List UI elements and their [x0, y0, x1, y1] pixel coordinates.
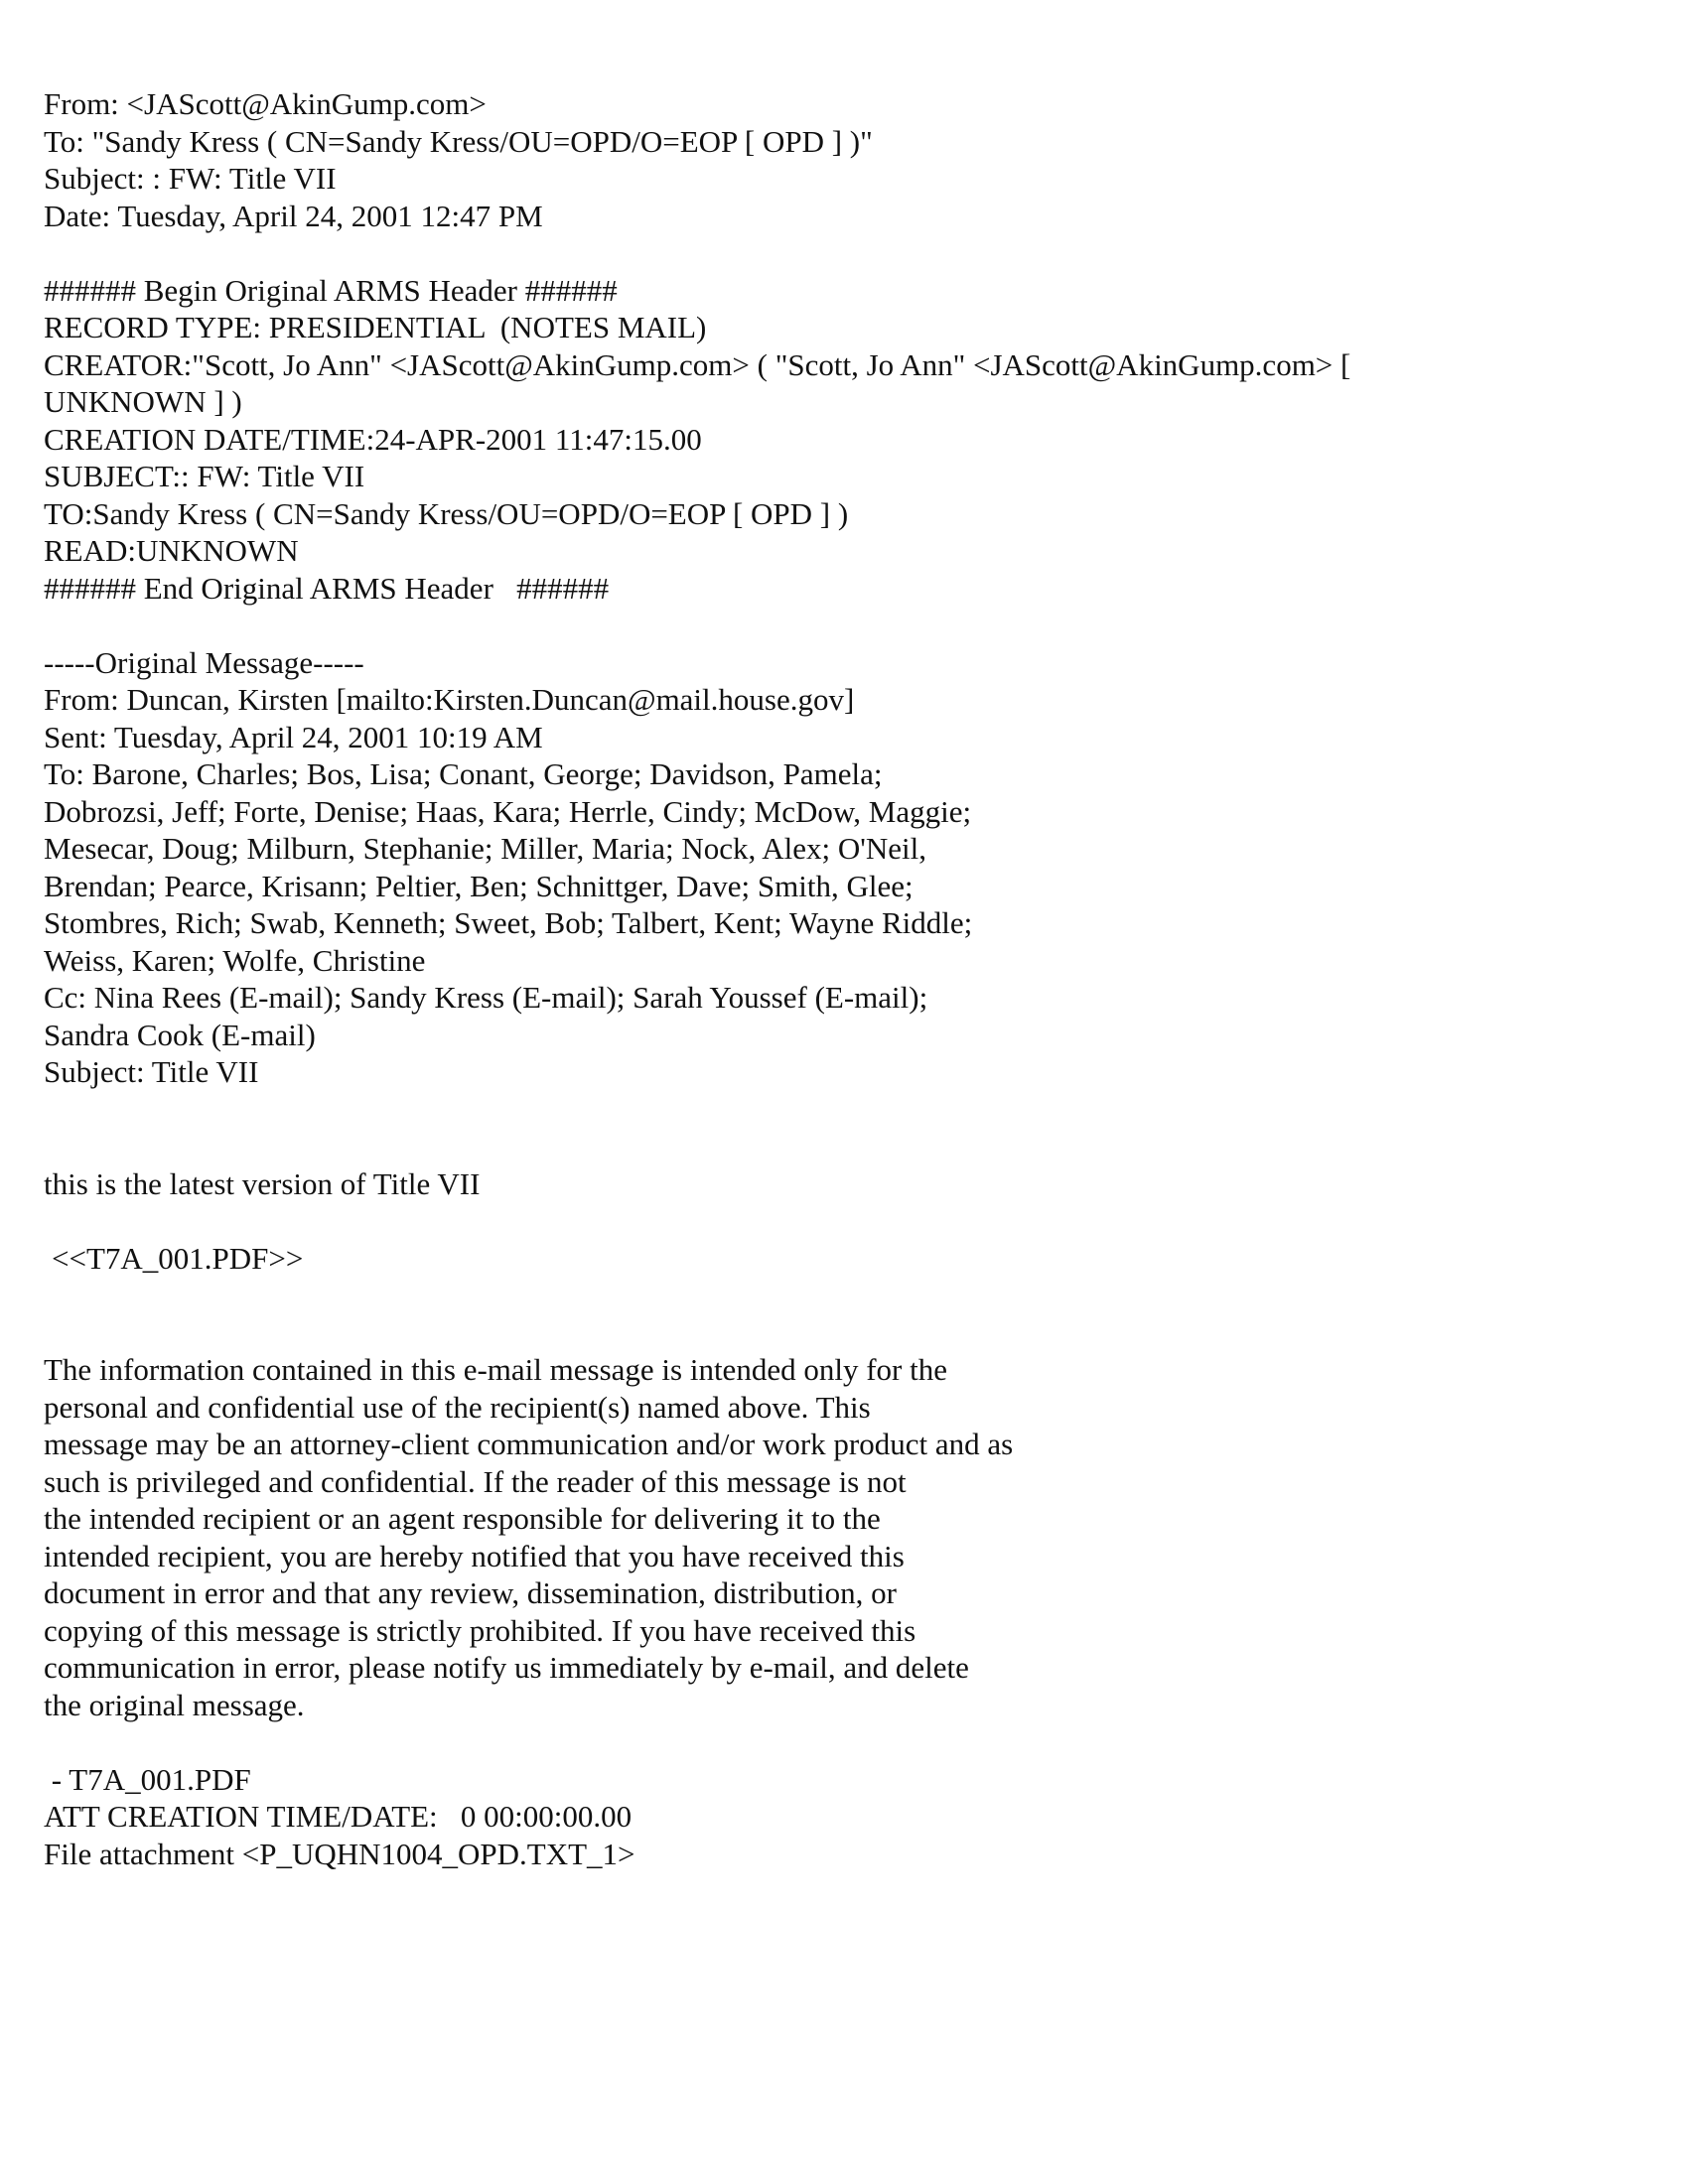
disclaimer-line: such is privileged and confidential. If the reader of this message is not [44, 1463, 907, 1499]
header-from: From: <JAScott@AkinGump.com> [44, 86, 487, 121]
spacer [44, 1202, 1553, 1240]
original-cc-line: Cc: Nina Rees (E-mail); Sandy Kress (E-mail); Sarah Youssef (E-mail); [44, 980, 928, 1015]
original-message-header [44, 644, 1553, 1091]
spacer [44, 1277, 1553, 1351]
original-message-marker: -----Original Message----- [44, 644, 364, 680]
attachment-name: - T7A_001.PDF [44, 1761, 251, 1797]
arms-subject: SUBJECT:: FW: Title VII [44, 459, 365, 493]
attachment-creation-time: ATT CREATION TIME/DATE: 0 00:00:00.00 [44, 1799, 633, 1834]
attachment-footer [44, 1761, 1553, 1873]
spacer [44, 1723, 1553, 1761]
disclaimer-line: document in error and that any review, dissemination, distribution, or [44, 1575, 897, 1610]
original-to-line: Weiss, Karen; Wolfe, Christine [44, 942, 426, 978]
arms-begin: ###### Begin Original ARMS Header ###### [44, 272, 618, 308]
disclaimer-line: communication in error, please notify us immediately by e-mail, and delete [44, 1650, 969, 1685]
arms-record-type: RECORD TYPE: PRESIDENTIAL (NOTES MAIL) [44, 310, 707, 344]
file-attachment: File attachment <P_UQHN1004_OPD.TXT_1> [44, 1836, 635, 1871]
disclaimer-line: copying of this message is strictly prohibited. If you have received this [44, 1612, 916, 1648]
arms-creation-datetime: CREATION DATE/TIME:24-APR-2001 11:47:15.00 [44, 421, 702, 457]
header-subject: Subject: : FW: Title VII [44, 161, 337, 196]
spacer [44, 234, 1553, 272]
original-cc-line: Sandra Cook (E-mail) [44, 1017, 316, 1052]
original-to-line: Mesecar, Doug; Milburn, Stephanie; Miller, Maria; Nock, Alex; O'Neil, [44, 831, 926, 866]
disclaimer-line: personal and confidential use of the recipient(s) named above. This [44, 1389, 871, 1425]
header-to: To: "Sandy Kress ( CN=Sandy Kress/OU=OPD/O=EOP [ OPD ] )" [44, 123, 873, 159]
arms-header [44, 272, 1553, 608]
spacer [44, 1091, 1553, 1165]
disclaimer-line: message may be an attorney-client communication and/or work product and as [44, 1427, 1014, 1461]
arms-read: READ:UNKNOWN [44, 533, 299, 568]
message-body-text: this is the latest version of Title VII [44, 1165, 481, 1201]
arms-creator-line-1: CREATOR:"Scott, Jo Ann" <JAScott@AkinGump.com> ( "Scott, Jo Ann" <JAScott@AkinGump.com> [ [44, 346, 1351, 382]
disclaimer-line: intended recipient, you are hereby notified that you have received this [44, 1538, 905, 1573]
original-to-line: Dobrozsi, Jeff; Forte, Denise; Haas, Kara; Herrle, Cindy; McDow, Maggie; [44, 793, 972, 829]
original-from: From: Duncan, Kirsten [mailto:Kirsten.Duncan@mail.house.gov] [44, 682, 855, 717]
header-date: Date: Tuesday, April 24, 2001 12:47 PM [44, 198, 543, 233]
disclaimer-line: The information contained in this e-mail message is intended only for the [44, 1352, 947, 1387]
confidentiality-disclaimer [44, 1351, 1553, 1723]
original-to-line: To: Barone, Charles; Bos, Lisa; Conant, George; Davidson, Pamela; [44, 756, 883, 791]
disclaimer-line: the original message. [44, 1687, 305, 1722]
arms-end: ###### End Original ARMS Header ###### [44, 570, 610, 606]
original-to-line: Stombres, Rich; Swab, Kenneth; Sweet, Bob; Talbert, Kent; Wayne Riddle; [44, 905, 973, 940]
spacer [44, 607, 1553, 644]
disclaimer-line: the intended recipient or an agent responsible for delivering it to the [44, 1501, 881, 1536]
original-subject: Subject: Title VII [44, 1054, 259, 1089]
original-to-line: Brendan; Pearce, Krisann; Peltier, Ben; Schnittger, Dave; Smith, Glee; [44, 868, 914, 903]
email-header [44, 85, 1553, 234]
original-sent: Sent: Tuesday, April 24, 2001 10:19 AM [44, 719, 543, 754]
email-record-page [44, 85, 1553, 1872]
arms-to: TO:Sandy Kress ( CN=Sandy Kress/OU=OPD/O=EOP [ OPD ] ) [44, 495, 849, 531]
attachment-reference: <<T7A_001.PDF>> [52, 1240, 304, 1276]
arms-creator-line-2: UNKNOWN ] ) [44, 384, 242, 419]
